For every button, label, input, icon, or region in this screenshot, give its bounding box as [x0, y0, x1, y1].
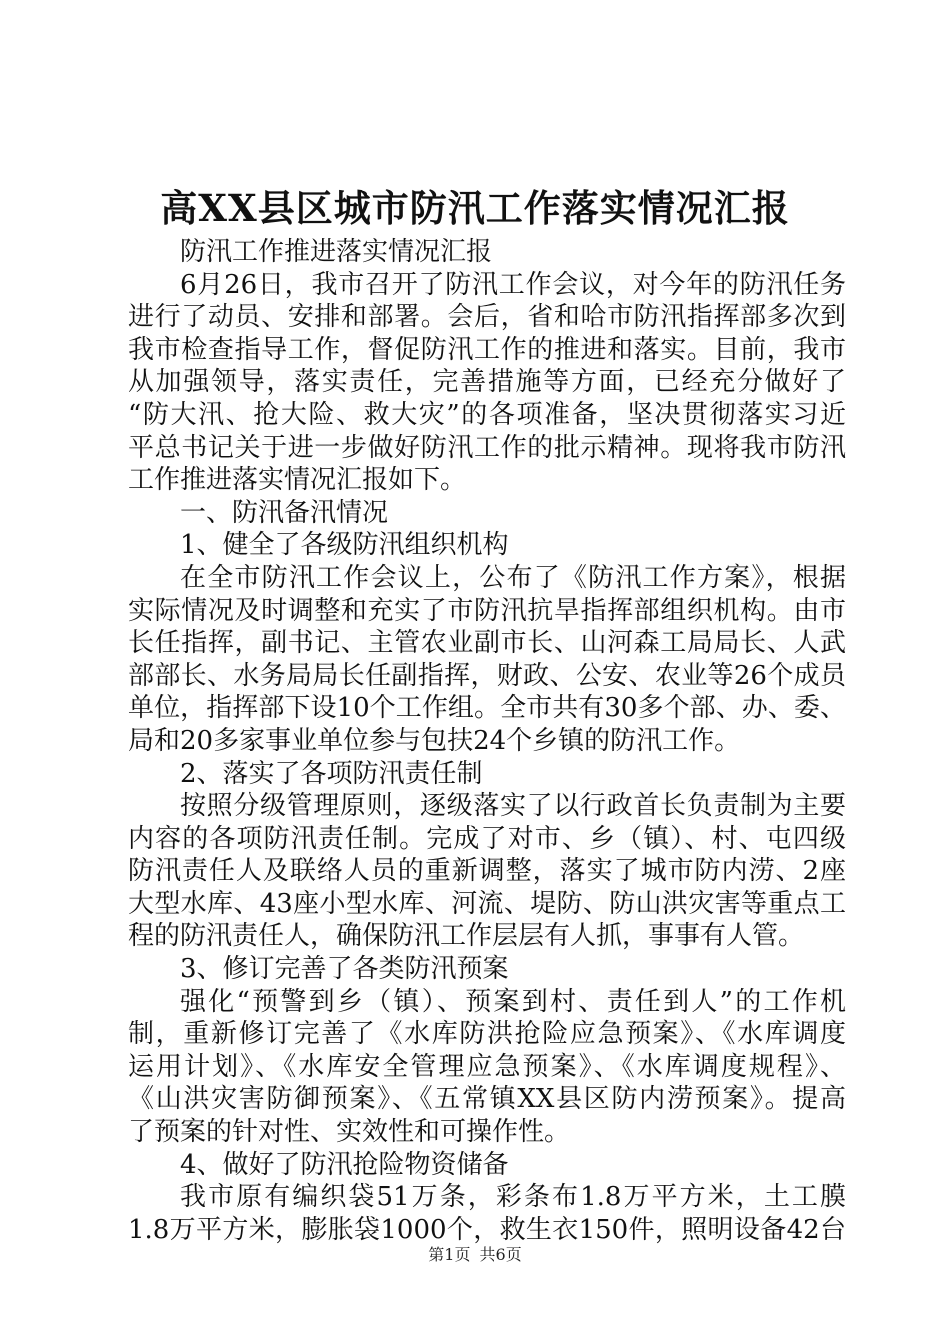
body-line: 我市检查指导工作，督促防汛工作的推进和落实。目前，我市: [128, 334, 846, 365]
body-line: 1、健全了各级防汛组织机构: [180, 530, 509, 561]
body-line: 部部长、水务局局长任副指挥，财政、公安、农业等26个成员: [128, 660, 846, 691]
body-line: 运用计划》、《水库安全管理应急预案》、《水库调度规程》、: [128, 1051, 846, 1082]
body-line: 1.8万平方米，膨胀袋1000个，救生衣150件，照明设备42台: [128, 1214, 846, 1245]
body-line: 大型水库、43座小型水库、河流、堤防、防山洪灾害等重点工: [128, 888, 846, 919]
body-line: 局和20多家事业单位参与包扶24个乡镇的防汛工作。: [128, 725, 741, 756]
body-line: 防汛工作推进落实情况汇报: [180, 237, 493, 267]
body-line: 实际情况及时调整和充实了市防汛抗旱指挥部组织机构。由市: [128, 595, 846, 626]
body-line: 内容的各项防汛责任制。完成了对市、乡（镇）、村、屯四级: [128, 823, 846, 854]
body-line: 工作推进落实情况汇报如下。: [128, 465, 467, 496]
body-line: 我市原有编织袋51万条，彩条布1.8万平方米，土工膜: [180, 1182, 846, 1213]
page-total: 共6页: [479, 1245, 522, 1264]
page-footer: [0, 1244, 950, 1266]
body-line: 2、落实了各项防汛责任制: [180, 758, 483, 789]
body-line: 平总书记关于进一步做好防汛工作的批示精神。现将我市防汛: [128, 432, 846, 463]
body-line: 进行了动员、安排和部署。会后，省和哈市防汛指挥部多次到: [128, 302, 846, 333]
document-title: 高XX县区城市防汛工作落实情况汇报: [160, 186, 790, 230]
body-line: 在全市防汛工作会议上，公布了《防汛工作方案》，根据: [180, 562, 846, 593]
body-line: 从加强领导，落实责任，完善措施等方面，已经充分做好了: [128, 367, 846, 398]
body-line: 程的防汛责任人，确保防汛工作层层有人抓，事事有人管。: [128, 921, 805, 952]
page-number: 第1页: [428, 1245, 471, 1264]
body-line: 一、防汛备汛情况: [180, 497, 389, 528]
body-line: 4、做好了防汛抢险物资储备: [180, 1149, 509, 1180]
body-line: 了预案的针对性、实效性和可操作性。: [128, 1117, 571, 1148]
body-line: 3、修订完善了各类防汛预案: [180, 954, 509, 985]
body-line: 制，重新修订完善了《水库防洪抢险应急预案》、《水库调度: [128, 1019, 846, 1050]
body-line: 《山洪灾害防御预案》、《五常镇XX县区防内涝预案》。提高: [128, 1084, 846, 1115]
body-line: “防大汛、抢大险、救大灾”的各项准备，坚决贯彻落实习近: [128, 399, 846, 430]
body-line: 6月26日，我市召开了防汛工作会议，对今年的防汛任务: [180, 269, 846, 300]
body-line: 按照分级管理原则，逐级落实了以行政首长负责制为主要: [180, 791, 846, 822]
body-line: 长任指挥，副书记、主管农业副市长、山河森工局局长、人武: [128, 628, 846, 659]
document-body: [128, 236, 846, 1246]
body-line: 单位，指挥部下设10个工作组。全市共有30多个部、办、委、: [128, 693, 846, 724]
body-line: 强化“预警到乡（镇）、预案到村、责任到人”的工作机: [180, 986, 846, 1017]
body-line: 防汛责任人及联络人员的重新调整，落实了城市防内涝、2座: [128, 856, 846, 887]
